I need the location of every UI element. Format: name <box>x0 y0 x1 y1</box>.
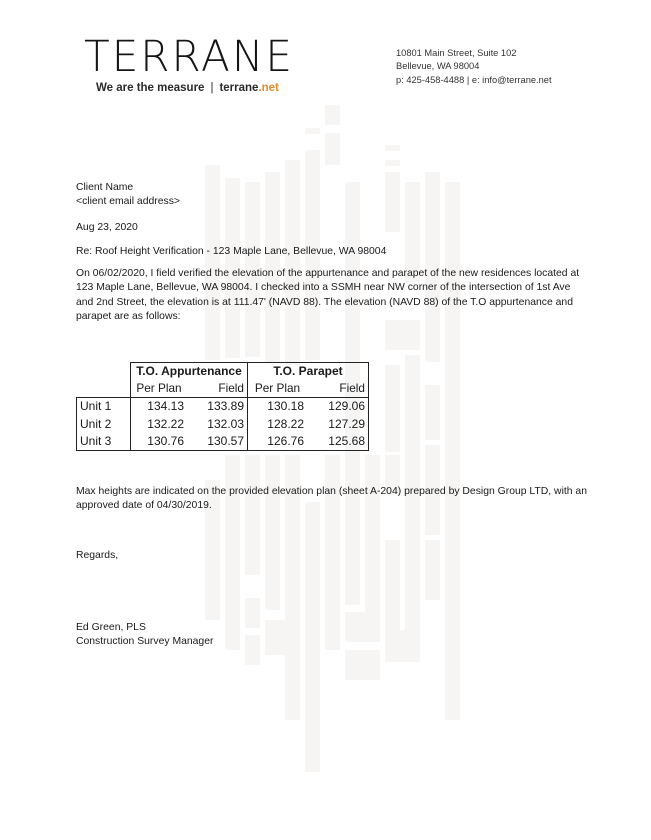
row-label: Unit 1 <box>77 398 131 416</box>
letter-subject: Re: Roof Height Verification - 123 Maple Lane, Bellevue, WA 98004 <box>76 246 387 257</box>
tagline-separator: | <box>210 82 214 94</box>
watermark-bar <box>385 160 400 166</box>
watermark-bar <box>245 635 260 665</box>
sub-header-field: Field <box>187 380 248 398</box>
row-label: Unit 3 <box>77 433 131 451</box>
cell-value: 125.68 <box>307 433 369 451</box>
watermark-bar <box>425 540 440 600</box>
contact-line: p: 425-458-4488 | e: info@terrane.net <box>396 74 552 85</box>
watermark-bar <box>285 160 300 365</box>
company-address <box>396 47 552 87</box>
logo-wordmark: TERRANE <box>84 32 294 82</box>
watermark-bar <box>385 600 400 630</box>
sub-header-per-plan: Per Plan <box>131 380 188 398</box>
watermark-bar <box>345 455 360 605</box>
signer-title: Construction Survey Manager <box>76 636 214 648</box>
body-paragraph-2: Max heights are indicated on the provided elevation plan (sheet A-204) prepared by Design Group LTD, with an approved date of 04/30/2019. <box>76 486 587 512</box>
sub-header-per-plan: Per Plan <box>248 380 308 398</box>
cell-value: 130.18 <box>248 398 308 416</box>
table-row <box>77 416 369 433</box>
watermark-bar <box>345 650 380 680</box>
watermark-bar <box>385 145 400 151</box>
cell-value: 134.13 <box>131 398 188 416</box>
watermark-bar <box>425 385 440 440</box>
signer-name: Ed Green, PLS <box>76 622 146 633</box>
watermark-bar <box>265 455 280 610</box>
watermark-bar <box>325 133 340 165</box>
watermark-bar <box>385 630 420 662</box>
address-line-2: Bellevue, WA 98004 <box>396 61 480 72</box>
tagline <box>84 82 289 94</box>
watermark-bar <box>245 598 260 628</box>
elevation-table <box>76 362 369 451</box>
cell-value: 129.06 <box>307 398 369 416</box>
table-sub-header-row <box>77 380 369 398</box>
watermark-bar <box>385 412 400 452</box>
sub-header-field: Field <box>307 380 369 398</box>
watermark-bar <box>445 440 460 720</box>
recipient-block <box>76 181 180 210</box>
website-tld: .net <box>258 82 279 94</box>
watermark-bar <box>385 172 400 232</box>
watermark-bar <box>365 455 380 640</box>
cell-value: 132.03 <box>207 416 244 431</box>
address-line-1: 10801 Main Street, Suite 102 <box>396 48 517 58</box>
letter-date: Aug 23, 2020 <box>76 222 138 233</box>
closing: Regards, <box>76 550 119 561</box>
cell-value: 133.89 <box>207 399 244 414</box>
cell-value: 132.22 <box>131 416 188 433</box>
table-row <box>77 398 369 416</box>
recipient-name: Client Name <box>76 182 134 193</box>
table-group-header-row <box>77 363 369 381</box>
row-label: Unit 2 <box>77 416 131 433</box>
watermark-bar <box>245 455 260 575</box>
recipient-email: <client email address> <box>76 196 180 208</box>
body-paragraph-1: On 06/02/2020, I field verified the elevation of the appurtenance and parapet of the new residences located at 123 Maple Lane, Bellevue, WA 98004. I checked into a SSMH near NW corner of the intersection of 1st Ave and 2nd Street, the elevation is at 111.47' (NAVD 88). The elevation (NAVD 88) of the T.O appurtenance and parapet are as follows: <box>76 268 580 323</box>
tagline-text: We are the measure <box>96 82 205 94</box>
company-logo <box>84 32 294 94</box>
signature-block <box>76 621 213 650</box>
watermark-bar <box>205 165 220 360</box>
table-row <box>77 433 369 451</box>
cell-value: 130.76 <box>131 433 188 451</box>
group-header-parapet: T.O. Parapet <box>248 363 369 381</box>
watermark-bar <box>305 128 320 134</box>
watermark-bar <box>325 105 340 125</box>
cell-value: 128.22 <box>248 416 308 433</box>
cell-value: 126.76 <box>248 433 308 451</box>
group-header-appurtenance: T.O. Appurtenance <box>131 363 248 381</box>
watermark-bar <box>305 502 320 772</box>
website-base: terrane <box>219 82 259 94</box>
cell-value: 130.57 <box>187 433 248 451</box>
cell-value: 127.29 <box>307 416 369 433</box>
